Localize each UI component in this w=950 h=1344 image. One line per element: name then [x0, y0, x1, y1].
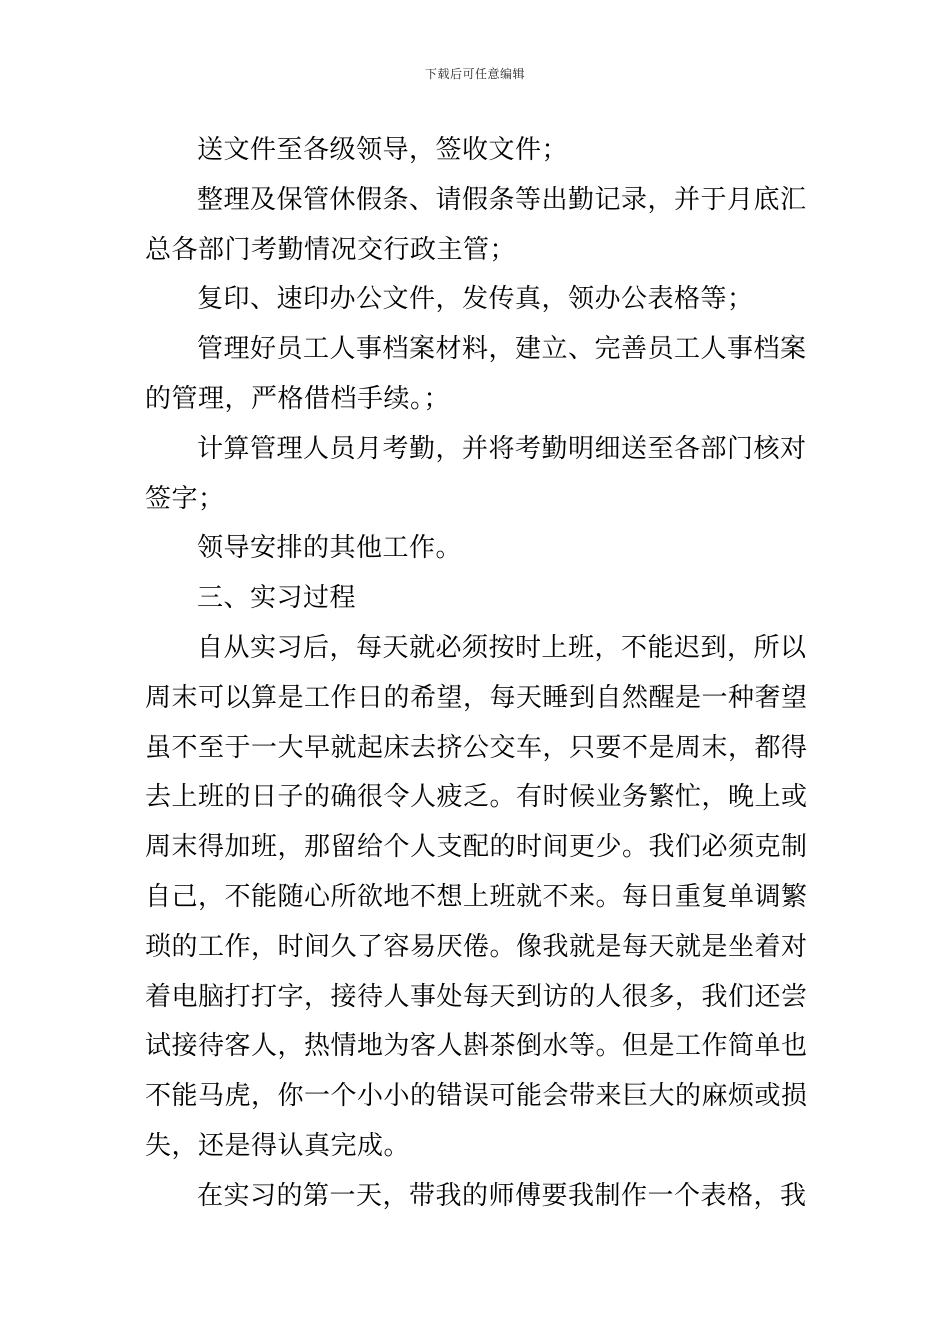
- paragraph: [145, 624, 810, 1172]
- text-line: 三、实习过程: [197, 583, 357, 614]
- text-line: 失，还是得认真完成。: [145, 1130, 411, 1161]
- text-line: 虽不至于一大早就起床去挤公交车，只要不是周末，都得: [145, 732, 808, 763]
- text-line: 试接待客人，热情地为客人斟茶倒水等。但是工作简单也: [145, 1031, 808, 1062]
- paragraph: [145, 325, 810, 425]
- text-line: 着电脑打打字，接待人事处每天到访的人很多，我们还尝: [145, 981, 808, 1012]
- paragraph: [145, 1172, 810, 1222]
- text-line: 周末可以算是工作日的希望，每天睡到自然醒是一种奢望: [145, 682, 808, 713]
- section-heading: [145, 574, 810, 624]
- text-line: 总各部门考勤情况交行政主管；: [145, 234, 517, 265]
- text-line: 送文件至各级领导，签收文件；: [197, 135, 569, 165]
- paragraph: [145, 524, 810, 574]
- text-line: 在实习的第一天，带我的师傅要我制作一个表格，我: [197, 1180, 807, 1211]
- document-body: [145, 126, 810, 1222]
- text-line: 自己，不能随心所欲地不想上班就不来。每日重复单调繁: [145, 881, 808, 912]
- paragraph: [145, 275, 810, 325]
- text-line: 琐的工作，时间久了容易厌倦。像我就是每天就是坐着对: [145, 931, 808, 962]
- text-line: 不能马虎，你一个小小的错误可能会带来巨大的麻烦或损: [145, 1081, 808, 1112]
- page-header-note: 下载后可任意编辑: [424, 67, 525, 81]
- text-line: 的管理，严格借档手续。；: [145, 383, 451, 414]
- text-line: 自从实习后，每天就必须按时上班，不能迟到，所以: [197, 632, 807, 663]
- paragraph: [145, 126, 810, 176]
- text-line: 复印、速印办公文件，发传真，领办公表格等；: [197, 284, 754, 315]
- text-line: 周末得加班，那留给个人支配的时间更少。我们必须克制: [145, 832, 808, 863]
- text-line: 管理好员工人事档案材料，建立、完善员工人事档案: [197, 334, 807, 365]
- paragraph: [145, 176, 810, 276]
- text-line: 签字；: [145, 483, 225, 514]
- text-line: 计算管理人员月考勤，并将考勤明细送至各部门核对: [197, 433, 807, 464]
- text-line: 去上班的日子的确很令人疲乏。有时候业务繁忙，晚上或: [145, 782, 808, 813]
- text-line: 整理及保管休假条、请假条等出勤记录，并于月底汇: [197, 184, 807, 215]
- paragraph: [145, 425, 810, 525]
- text-line: 领导安排的其他工作。: [197, 533, 463, 564]
